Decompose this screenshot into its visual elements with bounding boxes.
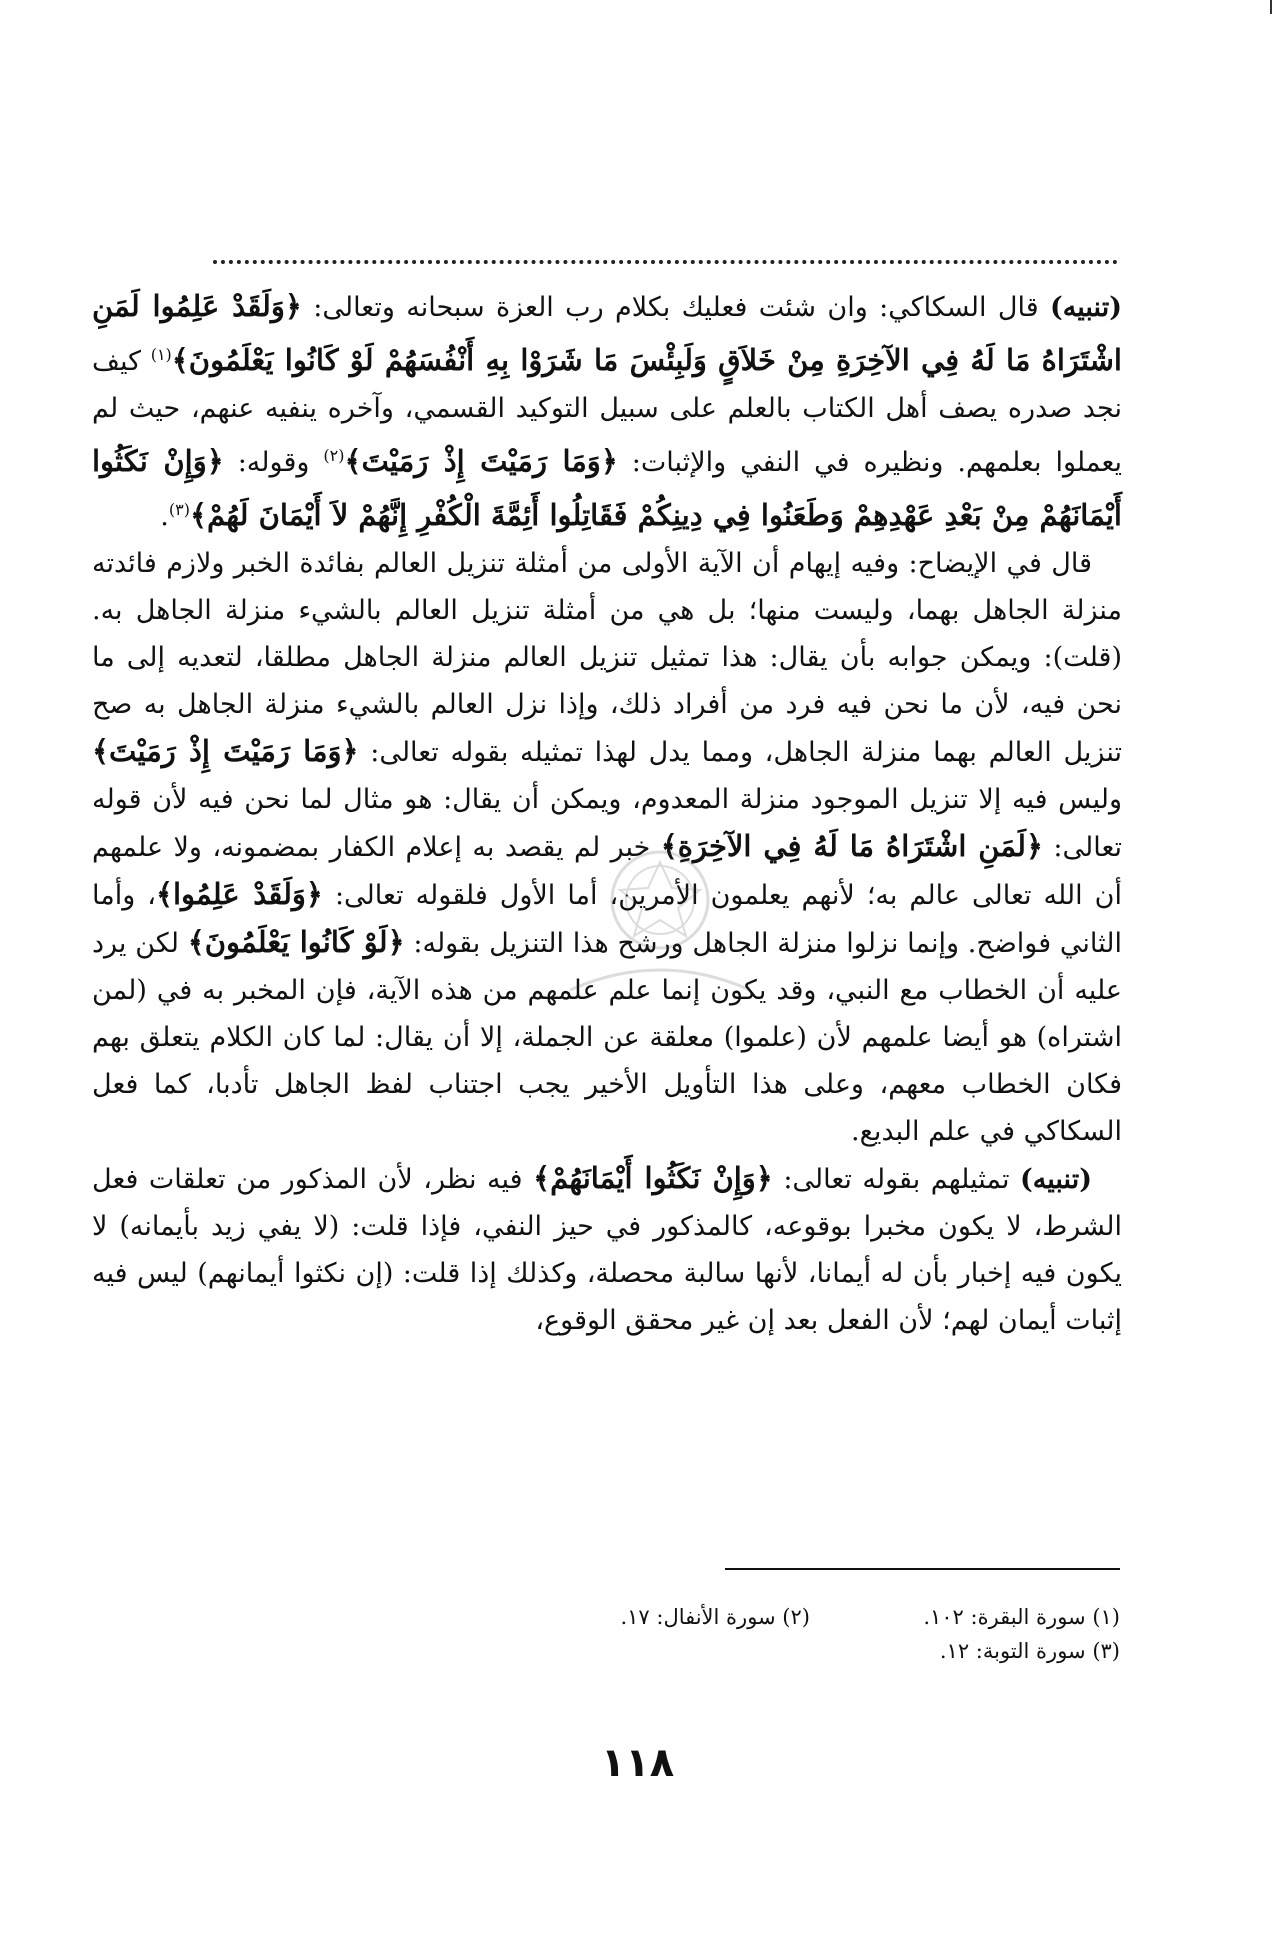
text-run: قال السكاكي: وان شئت فعليك بكلام رب العزة سبحانه وتعالى: bbox=[301, 292, 1051, 323]
note-label: (تنبيه) bbox=[1050, 292, 1122, 323]
quran-verse: ﴿لَوْ كَانُوا يَعْلَمُونَ﴾ bbox=[187, 925, 405, 959]
text-run: فيه نظر، لأن المذكور من تعلقات فعل الشرط، لا يكون مخبرا بوقوعه، كالمذكور في حيز النفي، فإذا قلت: (لا يفي زيد بأيمانه) لا يكون فيه إخبار بأن له أيمانا، لأنها سالبة محصلة، وكذلك إذا قلت: (إن نكثوا أيمانهم) ليس فيه إثبات أيمان لهم؛ لأن الفعل بعد إن غير محقق الوقوع، bbox=[92, 1164, 1122, 1336]
text-run: تمثيلهم بقوله تعالى: bbox=[772, 1164, 1021, 1195]
quran-verse: ﴿وَإِنْ نَكَثُوا أَيْمَانَهُمْ﴾ bbox=[533, 1161, 773, 1195]
text-run: . bbox=[160, 501, 169, 532]
quran-verse: ﴿وَمَا رَمَيْتَ إِذْ رَمَيْتَ﴾ bbox=[344, 444, 618, 478]
text-run: وقوله: bbox=[223, 447, 324, 478]
text-run: لكن يرد عليه أن الخطاب مع النبي، وقد يكون إنما علم علمهم من هذه الآية، فإن المخبر به في (لمن اشتراه) هو أيضا علمهم لأن (علموا) معلقة عن الجملة، إلا أن يقال: لما كان الكلام يتعلق بهم فكان الخطاب معهم، وعلى هذا التأويل الأخير يجب اجتناب لفظ الجاهل تأدبا، كما فعل السكاكي في علم البديع. bbox=[92, 928, 1122, 1147]
footnote-1: (١) سورة البقرة: ١٠٢. bbox=[923, 1605, 1120, 1629]
quran-verse: ﴿وَمَا رَمَيْتَ إِذْ رَمَيْتَ﴾ bbox=[92, 734, 359, 768]
header-dotted-rule bbox=[213, 260, 1118, 264]
text-run: وليس فيه إلا تنزيل الموجود منزلة المعدوم، ويمكن أن يقال: هو مثال لما نحن فيه لأن قوله تعالى: bbox=[92, 784, 1122, 863]
footnote-row bbox=[360, 1634, 1120, 1668]
footnote-ref: (٢) bbox=[323, 446, 345, 465]
footnote-ref: (٣) bbox=[168, 500, 190, 519]
footnotes bbox=[360, 1600, 1120, 1668]
quran-verse: ﴿وَإِنْ نَكَثُوا أَيْمَانَهُمْ مِنْ بَعْدِ عَهْدِهِمْ وَطَعَنُوا فِي دِينِكُمْ فَقَاتِلُوا أَئِمَّةَ الْكُفْرِ إِنَّهُمْ لاَ أَيْمَانَ لَهُمْ﴾ bbox=[92, 444, 1122, 532]
note-label: (تنبيه) bbox=[1020, 1164, 1092, 1195]
paragraph bbox=[92, 1155, 1122, 1344]
footnote-2: (٢) سورة الأنفال: ١٧. bbox=[620, 1605, 810, 1629]
page-number: ١١٨ bbox=[600, 1740, 675, 1786]
footnote-ref: (١) bbox=[150, 345, 172, 364]
footnote-rule bbox=[725, 1568, 1120, 1570]
quran-verse: ﴿لَمَنِ اشْتَرَاهُ مَا لَهُ فِي الآخِرَةِ﴾ bbox=[660, 829, 1043, 863]
text-run: ، وأما الثاني فواضح. وإنما نزلوا منزلة الجاهل ورشح هذا التنزيل بقوله: bbox=[92, 880, 1123, 959]
paragraph bbox=[92, 283, 1122, 540]
library-seal-watermark bbox=[560, 840, 760, 1000]
text-run: خبر لم يقصد به إعلام الكفار بمضمونه، ولا علمهم أن الله تعالى عالم به؛ لأنهم يعلمون الأمرين، أما الأول فلقوله تعالى: bbox=[92, 832, 1122, 911]
text-run: كيف نجد صدره يصف أهل الكتاب بالعلم على سبيل التوكيد القسمي، وآخره ينفيه عنهم، حيث لم يعملوا بعلمهم. ونظيره في النفي والإثبات: bbox=[92, 346, 1122, 478]
main-text bbox=[92, 283, 1122, 1344]
scan-corner-mark bbox=[1270, 0, 1272, 14]
footnote-3: (٣) سورة التوبة: ١٢. bbox=[939, 1639, 1120, 1663]
quran-verse: ﴿وَلَقَدْ عَلِمُوا لَمَنِ اشْتَرَاهُ مَا لَهُ فِي الآخِرَةِ مِنْ خَلاَقٍ وَلَبِئْسَ مَا شَرَوْا بِهِ أَنْفُسَهُمْ لَوْ كَانُوا يَعْلَمُونَ﴾ bbox=[92, 289, 1122, 377]
footnote-row bbox=[360, 1600, 1120, 1634]
quran-verse: ﴿وَلَقَدْ عَلِمُوا﴾ bbox=[155, 877, 323, 911]
text-run: قال في الإيضاح: وفيه إيهام أن الآية الأولى من أمثلة تنزيل العالم بفائدة الخبر ولازم فائدته منزلة الجاهل بهما، وليست منها؛ بل هي من أمثلة تنزيل العالم بالشيء منزلة الجاهل به. (قلت): ويمكن جوابه بأن يقال: هذا تمثيل تنزيل العالم منزلة الجاهل مطلقا، لتعديه إلى ما نحن فيه، لأن ما نحن فيه فرد من أفراد ذلك، وإذا نزل العالم بالشيء منزلة الجاهل به صح تنزيل العالم بهما منزلة الجاهل، ومما يدل لهذا تمثيله بقوله تعالى: bbox=[92, 548, 1122, 768]
